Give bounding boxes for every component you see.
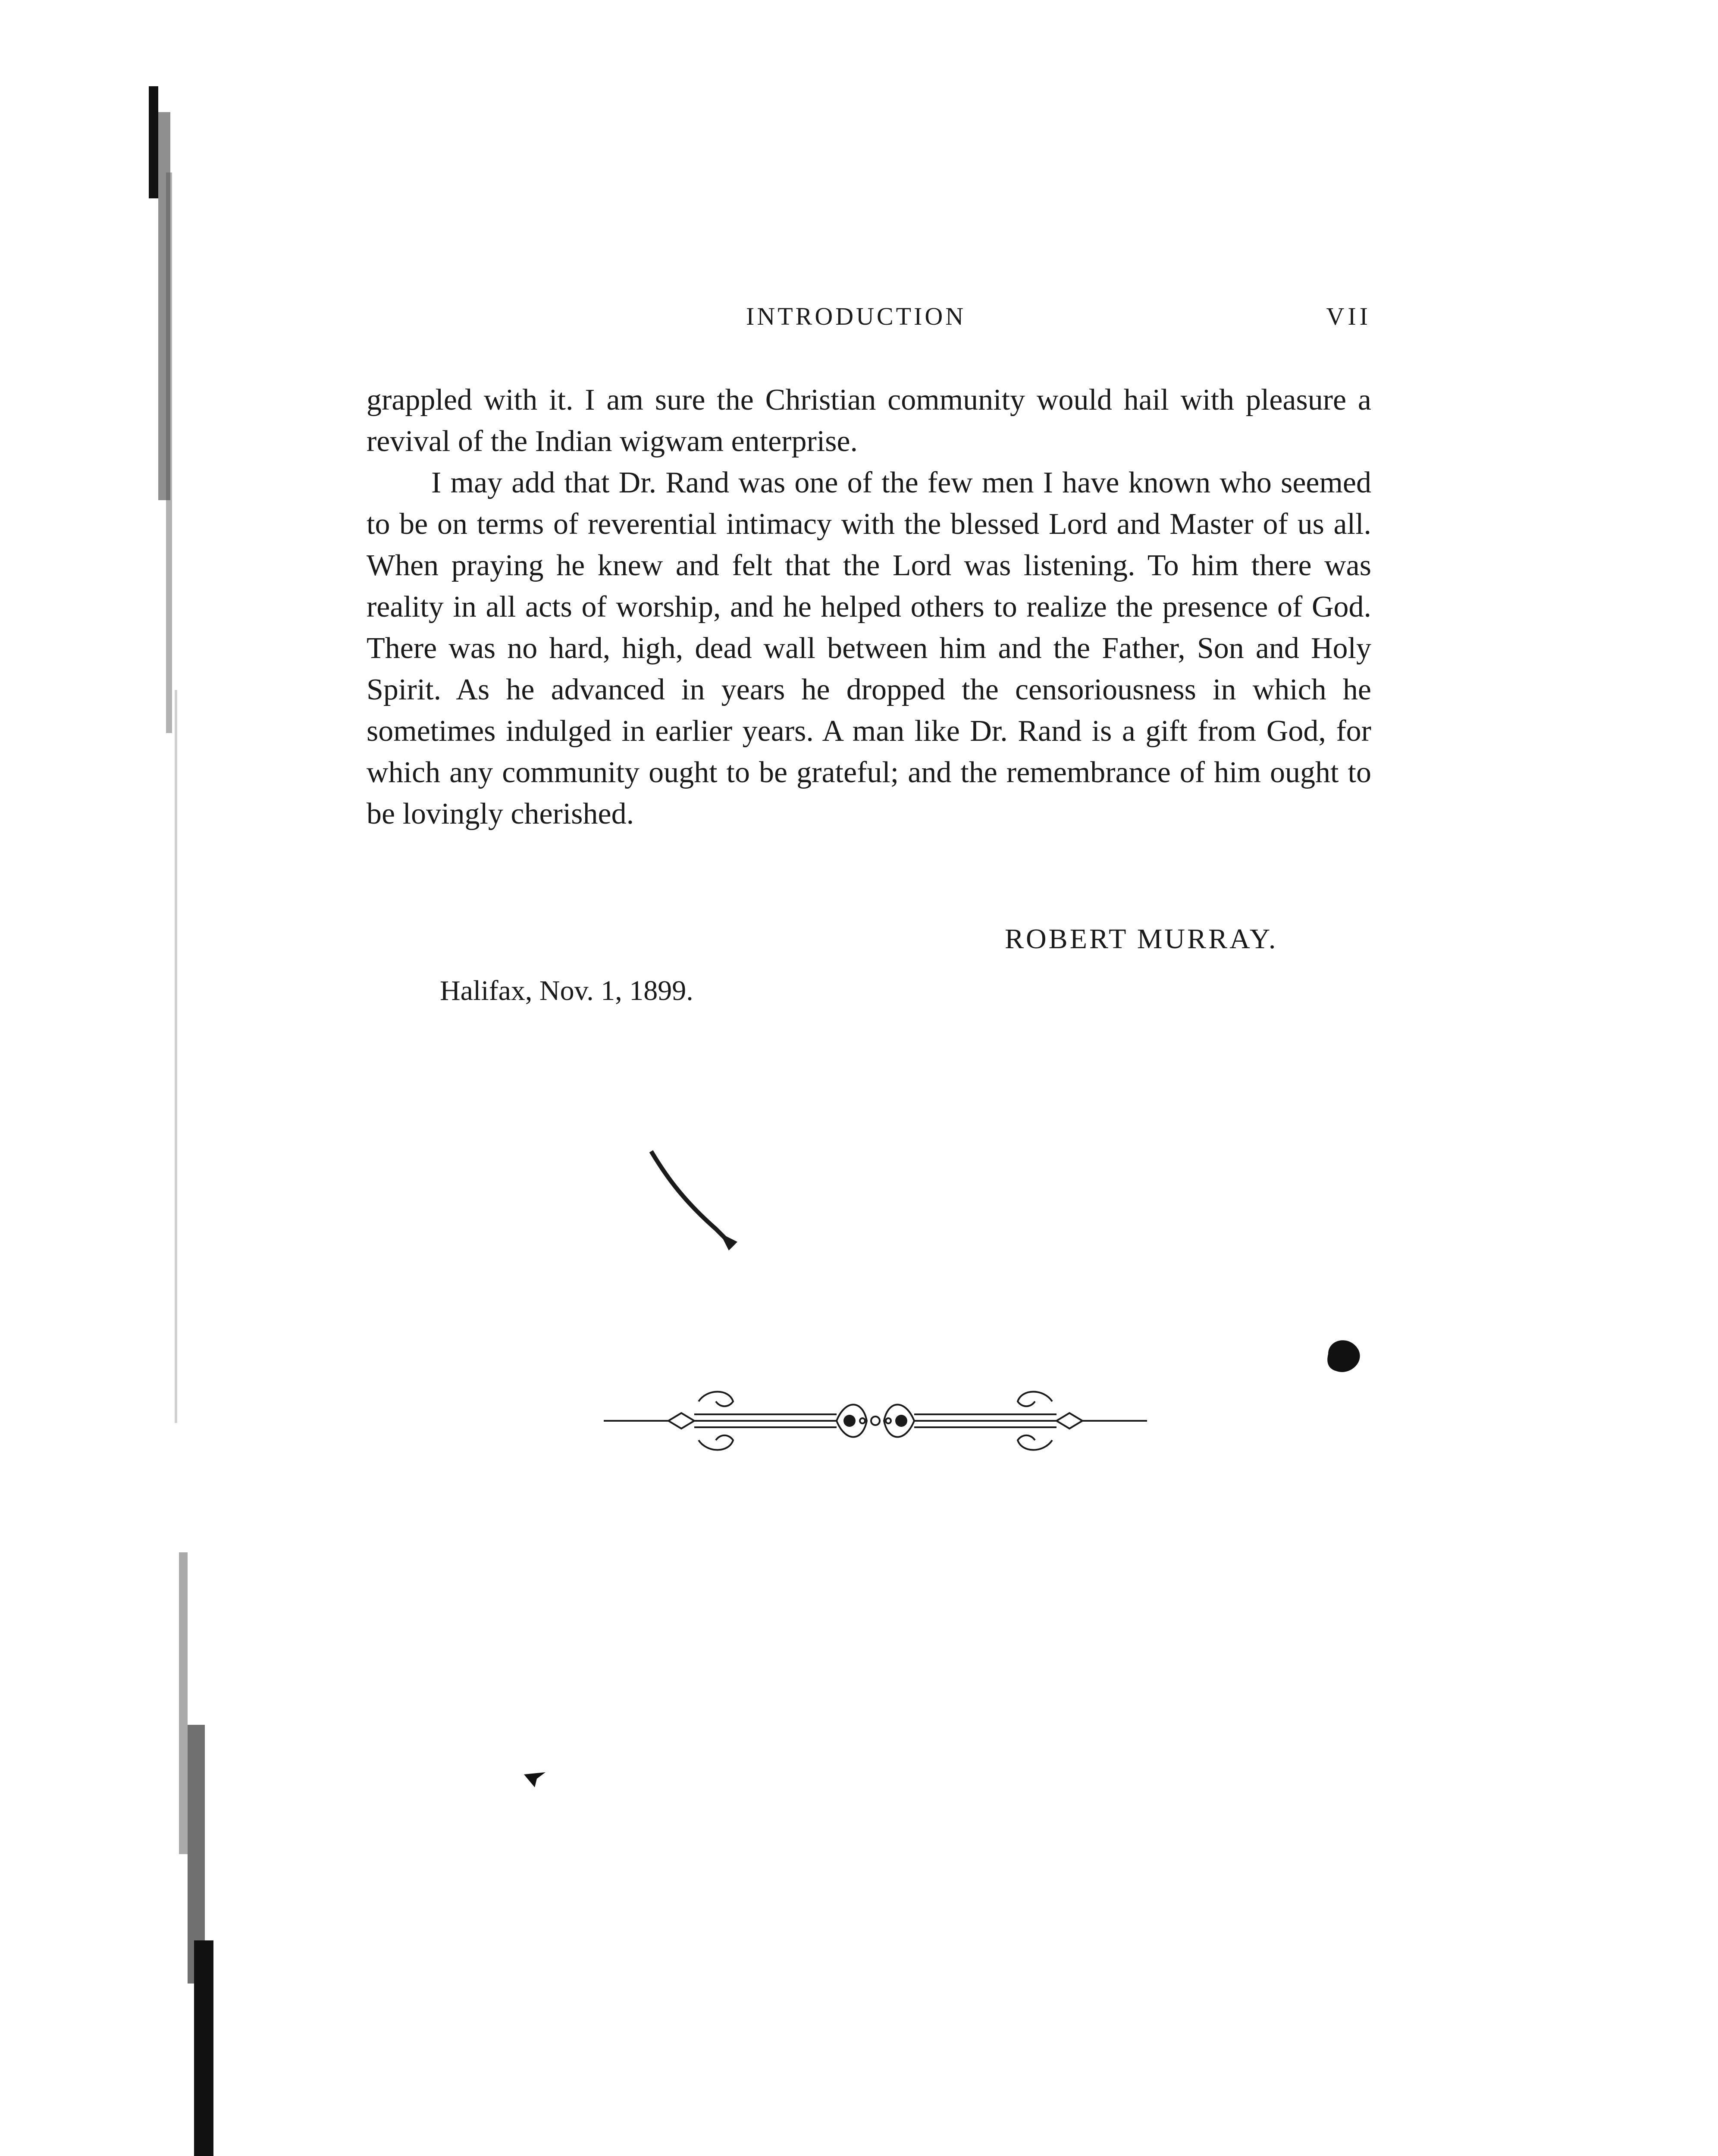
ink-stroke-mark [647,1147,759,1259]
dateline: Halifax, Nov. 1, 1899. [440,975,693,1006]
decorative-rule-ornament [595,1371,1156,1470]
binding-edge-shadow [149,86,248,2156]
ink-speck-mark [522,1764,548,1789]
page-number: VII [1326,302,1371,330]
running-title: INTRODUCTION [746,302,966,330]
paragraph-continued: grappled with it. I am sure the Christian community would hail with pleasure a revival of the Indian wigwam enterprise. [367,383,1371,458]
signature: ROBERT MURRAY. [1005,923,1278,955]
running-head [367,302,1371,341]
paragraph-tribute: I may add that Dr. Rand was one of the few men I have known who seemed to be on terms of reverential intimacy with the blessed Lord and Master of us all. When praying he knew and felt that the Lord was listening. To him there was reality in all acts of worship, and he helped others to realize the presence of God. There was no hard, high, dead wall between him and the Father, Son and Holy Spirit. As he advanced in years he dropped the censoriousness in which he sometimes indulged in earlier years. A man like Dr. Rand is a gift from God, for which any community ought to be grateful; and the remembrance of him ought to be lovingly cherished. [367,466,1371,830]
ink-blot-mark [1320,1332,1367,1380]
body-text [367,379,1371,835]
